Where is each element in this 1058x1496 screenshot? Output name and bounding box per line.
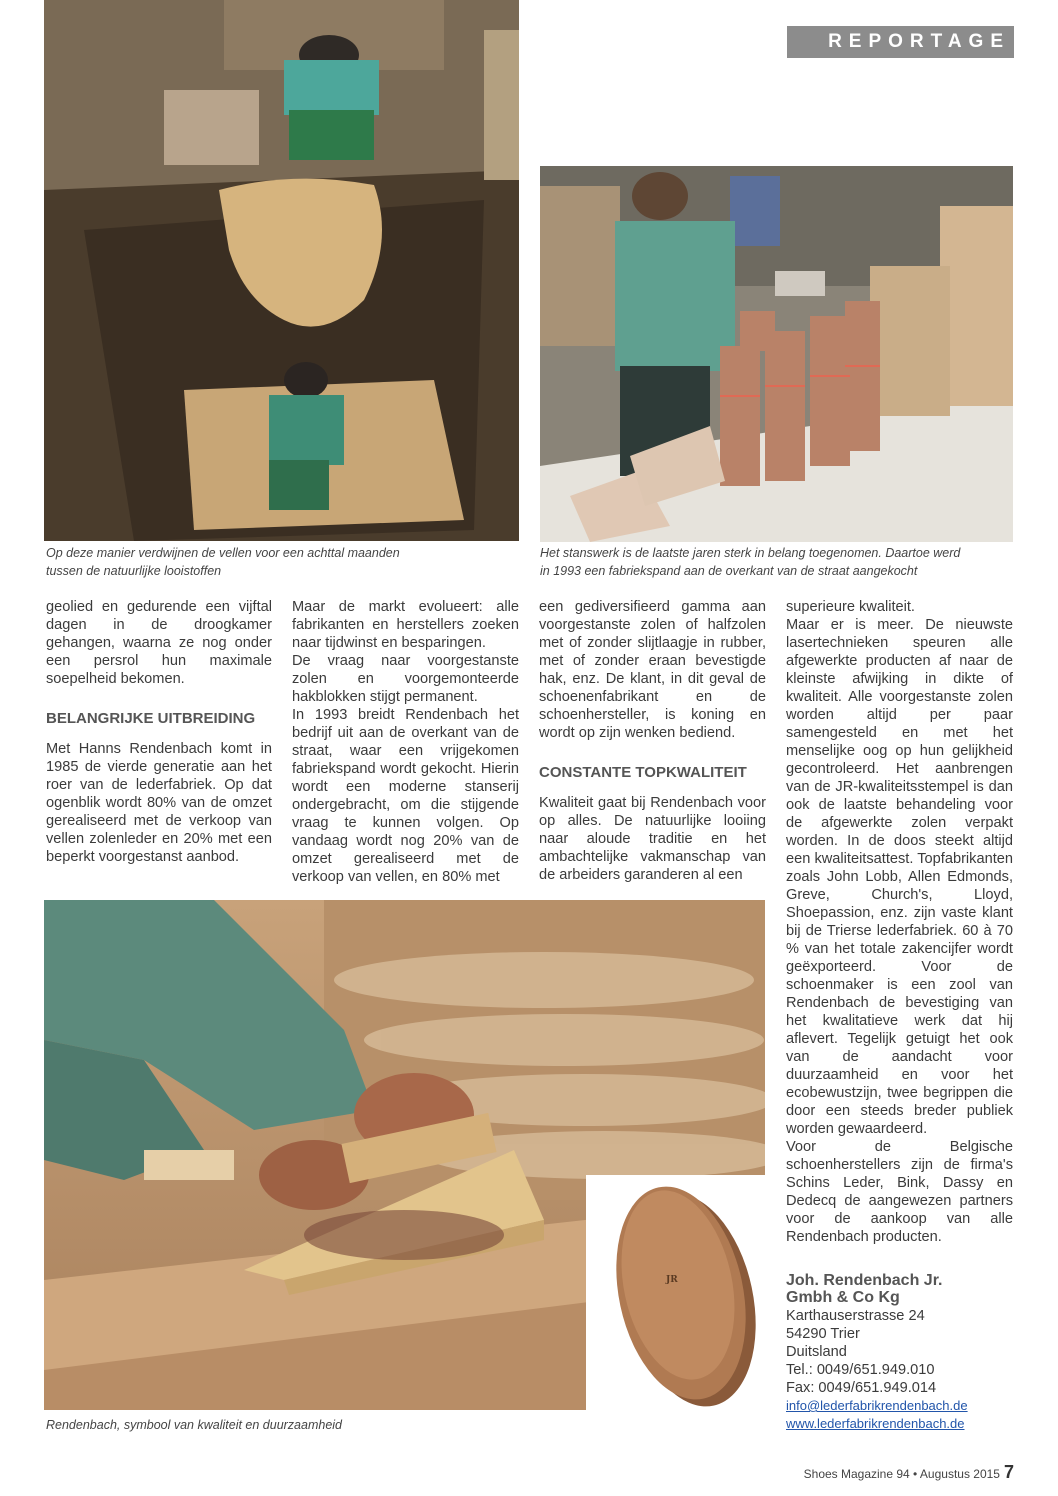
text-column-1 — [46, 598, 272, 866]
email-link[interactable]: info@lederfabrikrendenbach.de — [786, 1398, 968, 1413]
text-column-4 — [786, 598, 1013, 1246]
paragraph: Maar er is meer. De nieuwste lasertechnieken speuren alle afgewerkte producten af naar de kleinste afwijking in dikte of kwaliteit. Alle voorgestanste zolen worden altijd per paar samengesteld en met het menselijke oog op hun gelijkheid gecontroleerd. Het aanbrengen van de JR-kwaliteitsstempel is dan ook de laatste behandeling voor de afgewerkte zolen verpakt worden. In de doos steekt altijd een kwaliteitsattest. Topfabrikanten zoals John Lobb, Allen Edmonds, Greve, Church's, Lloyd, Shoepassion, enz. zijn vaste klant bij de Trierse lederfabriek. 60 à 70 % van het totale zakencijfer wordt geëxporteerd. Voor de schoenmaker is een zool van Rendenbach de bevestiging van het kwalitatieve werk dat hij aflevert. Tegelijk getuigt het ook van de aandacht voor duurzaamheid en voor het ecobewustzijn, twee begrippen die door een steeds breder publiek worden gewaardeerd. — [786, 617, 1013, 1137]
caption-photo-stamping: Rendenbach, symbool van kwaliteit en duurzaamheid — [46, 1418, 343, 1432]
fax: Fax: 0049/651.949.014 — [786, 1380, 937, 1396]
page-footer — [804, 1462, 1014, 1483]
paragraph: Voor de Belgische schoenherstellers zijn de firma's Schins Leder, Bink, Dassy en Dedecq de aangewezen partners voor de aankoop van alle Rendenbach producten. — [786, 1139, 1013, 1245]
company-name: Joh. Rendenbach Jr. — [786, 1272, 943, 1289]
section-heading: CONSTANTE TOPKWALITEIT — [539, 764, 747, 781]
text-column-3 — [539, 598, 766, 884]
paragraph: een gediversifieerd gamma aan voorgestanste zolen of halfzolen met of zonder slijtlaagje in rubber, met of zonder eraan bevestigde hak, enz. De klant, in dit geval de schoenenfabrikant en de schoenhersteller, is koning en wordt op zijn wenken bediend. — [539, 599, 766, 741]
paragraph: Met Hanns Rendenbach komt in 1985 de vierde generatie aan het roer van de lederfabriek. Op dat ogenblik wordt 80% van de omzet gerealiseerd met de verkoop van vellen zolenleder en 20% met een beperkt voorgestanst aanbod. — [46, 741, 272, 865]
website-link[interactable]: www.lederfabrikrendenbach.de — [786, 1416, 965, 1431]
paragraph: Kwaliteit gaat bij Rendenbach voor op alles. De natuurlijke looiing naar aloude traditie en het ambachtelijke vakmanschap van de arbeiders garanderen al een — [539, 795, 766, 883]
photo-tanning-pit — [44, 0, 519, 541]
company-name-line-2: Gmbh & Co Kg — [786, 1289, 900, 1306]
section-heading: BELANGRIJKE UITBREIDING — [46, 710, 256, 727]
contact-block — [786, 1272, 1014, 1433]
jr-stamp: JR — [666, 1275, 678, 1285]
caption-photo-tanning-pit — [46, 544, 521, 580]
address-country: Duitsland — [786, 1344, 847, 1360]
caption-line: in 1993 een fabriekspand aan de overkant van de straat aangekocht — [540, 564, 918, 578]
footer-publication: Shoes Magazine 94 • Augustus 2015 — [803, 1467, 1000, 1481]
text-column-2 — [292, 598, 519, 886]
paragraph: In 1993 breidt Rendenbach het bedrijf uit aan de overkant van de straat, waar een vrijgekomen fabriekspand wordt gekocht. Hierin wordt een moderne stanserij ondergebracht, om die stijgende vraag te kunnen volgen. Op vandaag wordt nog 20% van de omzet gerealiseerd met de verkoop van vellen, en 80% met — [292, 707, 519, 885]
page-number: 7 — [1003, 1462, 1014, 1482]
photo-punching-workshop — [540, 166, 1013, 542]
paragraph: De vraag naar voorgestanste zolen en voorgemonteerde hakblokken stijgt permanent. — [292, 653, 519, 705]
section-banner: REPORTAGE — [787, 26, 1014, 58]
caption-photo-punching-workshop — [540, 544, 1020, 580]
paragraph: geolied en gedurende een vijftal dagen in de droogkamer gehangen, waarna ze nog onder een persrol hun maximale soepelheid bekomen. — [46, 599, 272, 687]
paragraph: superieure kwaliteit. — [786, 599, 915, 615]
caption-line: Het stanswerk is de laatste jaren sterk in belang toegenomen. Daartoe werd — [540, 546, 961, 560]
photo-leather-sole — [586, 1175, 766, 1410]
address-street: Karthauserstrasse 24 — [786, 1308, 925, 1324]
caption-line: Op deze manier verdwijnen de vellen voor een achttal maanden — [46, 546, 400, 560]
address-city: 54290 Trier — [786, 1326, 860, 1342]
paragraph: Maar de markt evolueert: alle fabrikanten en herstellers zoeken naar tijdwinst en besparingen. — [292, 599, 519, 651]
caption-line: tussen de natuurlijke looistoffen — [46, 564, 222, 578]
phone: Tel.: 0049/651.949.010 — [786, 1362, 935, 1378]
